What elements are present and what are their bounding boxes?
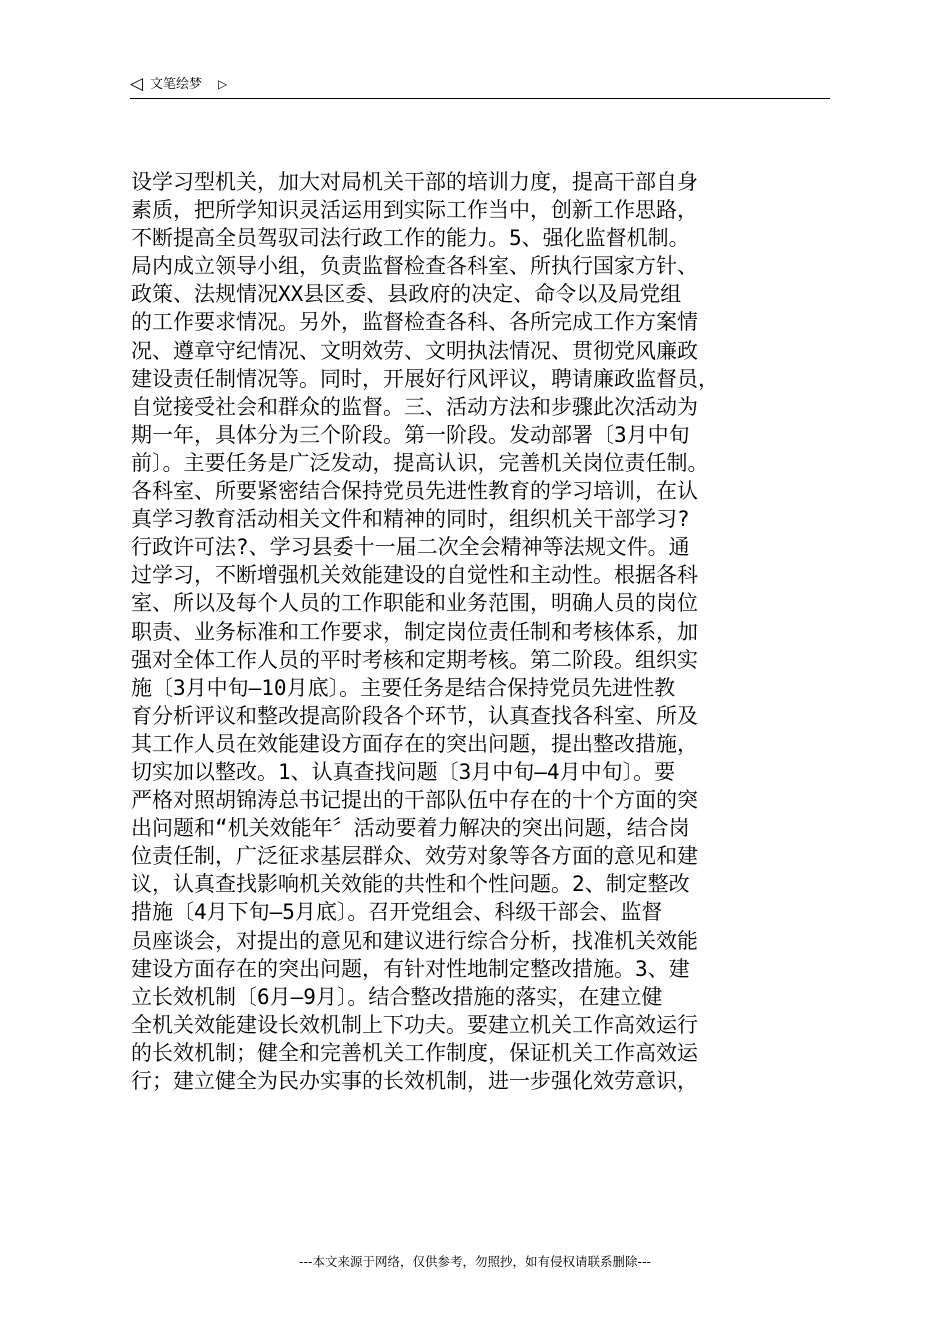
body-line: 的工作要求情况。另外，监督检查各科、各所完成工作方案情: [131, 310, 698, 335]
page-footer-disclaimer: ---本文来源于网络，仅供参考，勿照抄，如有侵权请联系删除---: [298, 1254, 652, 1269]
body-line: 期一年，具体分为三个阶段。第一阶段。发动部署〔3月中旬: [131, 422, 690, 447]
body-line: 况、遵章守纪情况、文明效劳、文明执法情况、贯彻党风廉政: [131, 338, 698, 363]
body-line: 员座谈会，对提出的意见和建议进行综合分析，找准机关效能: [131, 928, 698, 953]
body-line: 职责、业务标准和工作要求，制定岗位责任制和考核体系，加: [131, 619, 698, 644]
body-line: 行；建立健全为民办实事的长效机制，进一步强化效劳意识，: [131, 1069, 698, 1093]
body-line: 设学习型机关，加大对局机关干部的培训力度，提高干部自身: [131, 170, 698, 194]
body-line: 不断提高全员驾驭司法行政工作的能力。5、强化监督机制。: [131, 226, 690, 251]
body-line: 强对全体工作人员的平时考核和定期考核。第二阶段。组织实: [131, 647, 698, 672]
right-triangle-icon: ▷: [218, 77, 228, 91]
body-line: 切实加以整改。1、认真查找问题〔3月中旬—4月中旬〕。要: [131, 759, 676, 784]
body-line: 各科室、所要紧密结合保持党员先进性教育的学习培训，在认: [131, 479, 698, 504]
body-line: 立长效机制〔6月—9月〕。结合整改措施的落实，在建立健: [131, 984, 663, 1009]
body-line: 建设方面存在的突出问题，有针对性地制定整改措施。3、建: [131, 956, 690, 981]
body-line: 自觉接受社会和群众的监督。三、活动方法和步骤此次活动为: [131, 394, 698, 419]
body-line: 前〕。主要任务是广泛发动，提高认识，完善机关岗位责任制。: [131, 450, 709, 475]
body-line: 其工作人员在效能建设方面存在的突出问题，提出整改措施，: [131, 731, 698, 756]
page-header: [130, 72, 830, 99]
body-line: 措施〔4月下旬—5月底〕。召开党组会、科级干部会、监督: [131, 900, 663, 925]
body-line: 位责任制，广泛征求基层群众、效劳对象等各方面的意见和建: [131, 844, 698, 869]
body-line: 行政许可法?、学习县委十一届二次全会精神等法规文件。通: [131, 535, 690, 560]
body-line: 严格对照胡锦涛总书记提出的干部队伍中存在的十个方面的突: [131, 788, 698, 813]
body-line: 全机关效能建设长效机制上下功夫。要建立机关工作高效运行: [131, 1012, 698, 1037]
body-line: 施〔3月中旬—10月底〕。主要任务是结合保持党员先进性教: [131, 675, 676, 700]
body-line: 政策、法规情况XX县区委、县政府的决定、命令以及局党组: [131, 282, 682, 307]
body-line: 局内成立领导小组，负责监督检查各科室、所执行国家方针、: [131, 254, 698, 279]
left-triangle-icon: ◁: [130, 74, 144, 94]
body-line: 过学习，不断增强机关效能建设的自觉性和主动性。根据各科: [131, 563, 698, 588]
body-line: 真学习教育活动相关文件和精神的同时，组织机关干部学习?: [131, 507, 690, 532]
body-line: 的长效机制；健全和完善机关工作制度，保证机关工作高效运: [131, 1040, 698, 1065]
header-title: 文笔绘梦: [150, 77, 203, 92]
body-line: 素质，把所学知识灵活运用到实际工作当中，创新工作思路，: [131, 198, 698, 223]
body-line: 议，认真查找影响机关效能的共性和个性问题。2、制定整改: [131, 872, 690, 897]
document-body: [131, 168, 843, 1095]
body-line: 建设责任制情况等。同时，开展好行风评议，聘请廉政监督员，: [131, 366, 719, 391]
body-line: 育分析评议和整改提高阶段各个环节，认真查找各科室、所及: [131, 703, 698, 728]
body-line: 出问题和“机关效能年〞活动要着力解决的突出问题，结合岗: [131, 816, 690, 841]
body-line: 室、所以及每个人员的工作职能和业务范围，明确人员的岗位: [131, 591, 698, 616]
